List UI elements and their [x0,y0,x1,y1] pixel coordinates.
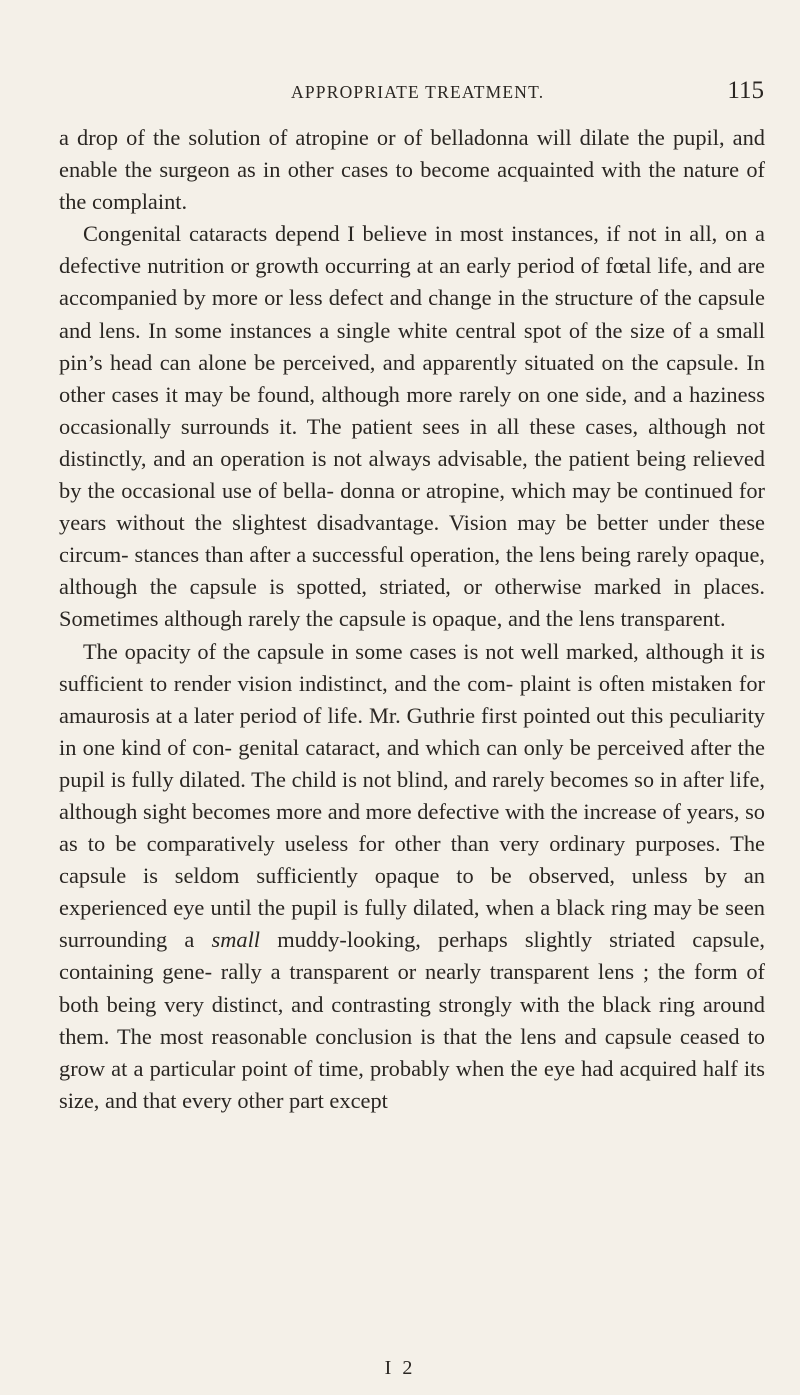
paragraph [59,218,765,635]
paragraph [59,636,765,1117]
paragraph-text: a drop of the solution of atropine or of belladonna will dilate the pupil, and enable the surgeon as in other cases to become acquainted with the nature of the complaint. [59,125,765,215]
page-number: 115 [727,77,764,104]
paragraph-text: The opacity of the capsule in some cases is not well marked, although it is sufficient to render vision indistinct, and the com- plaint is often mistaken for amaurosis at a later period of life. Mr. Guthrie first pointed out this peculiarity in one kind of con- genital cataract, and which can only be perceived after the pupil is fully dilated. The child is not blind, and rarely becomes so in after life, although sight becomes more and more defective with the increase of years, so as to be comparatively useless for other than very ordinary purposes. The capsule is seldom sufficiently opaque to be observed, unless by an experienced eye until the pupil is fully dilated, when a black ring may be seen surrounding a [59,638,765,953]
signature-mark: I 2 [384,1357,416,1379]
running-head: APPROPRIATE TREATMENT. [291,82,545,102]
emphasis-text: small [211,927,261,953]
paragraph-text: muddy-looking, perhaps slightly striated capsule, containing gene- rally a transparent or nearly transparent lens ; the form of both being very distinct, and contrasting strongly with the black ring around them. The most reasonable conclusion is that the lens and capsule ceased to grow at a particular point of time, probably when the eye had acquired half its size, and that every other part except [59,927,765,1113]
paragraph [59,122,765,218]
paragraph-text: Congenital cataracts depend I believe in most instances, if not in all, on a defective nutrition or growth occurring at an early period of fœtal life, and are accompanied by more or less defect and change in the structure of the capsule and lens. In some instances a single white central spot of the size of a small pin’s head can alone be perceived, and apparently situated on the capsule. In other cases it may be found, although more rarely on one side, and a haziness occasionally surrounds it. The patient sees in all these cases, although not distinctly, and an operation is not always advisable, the patient being relieved by the occasional use of bella- donna or atropine, which may be continued for years without the slightest disadvantage. Vision may be better under these circum- stances than after a successful operation, the lens being rarely opaque, although the capsule is spotted, striated, or otherwise marked in places. Sometimes although rarely the capsule is opaque, and the lens transparent. [59,221,765,632]
body-text [59,122,765,1117]
page-header [59,77,764,110]
